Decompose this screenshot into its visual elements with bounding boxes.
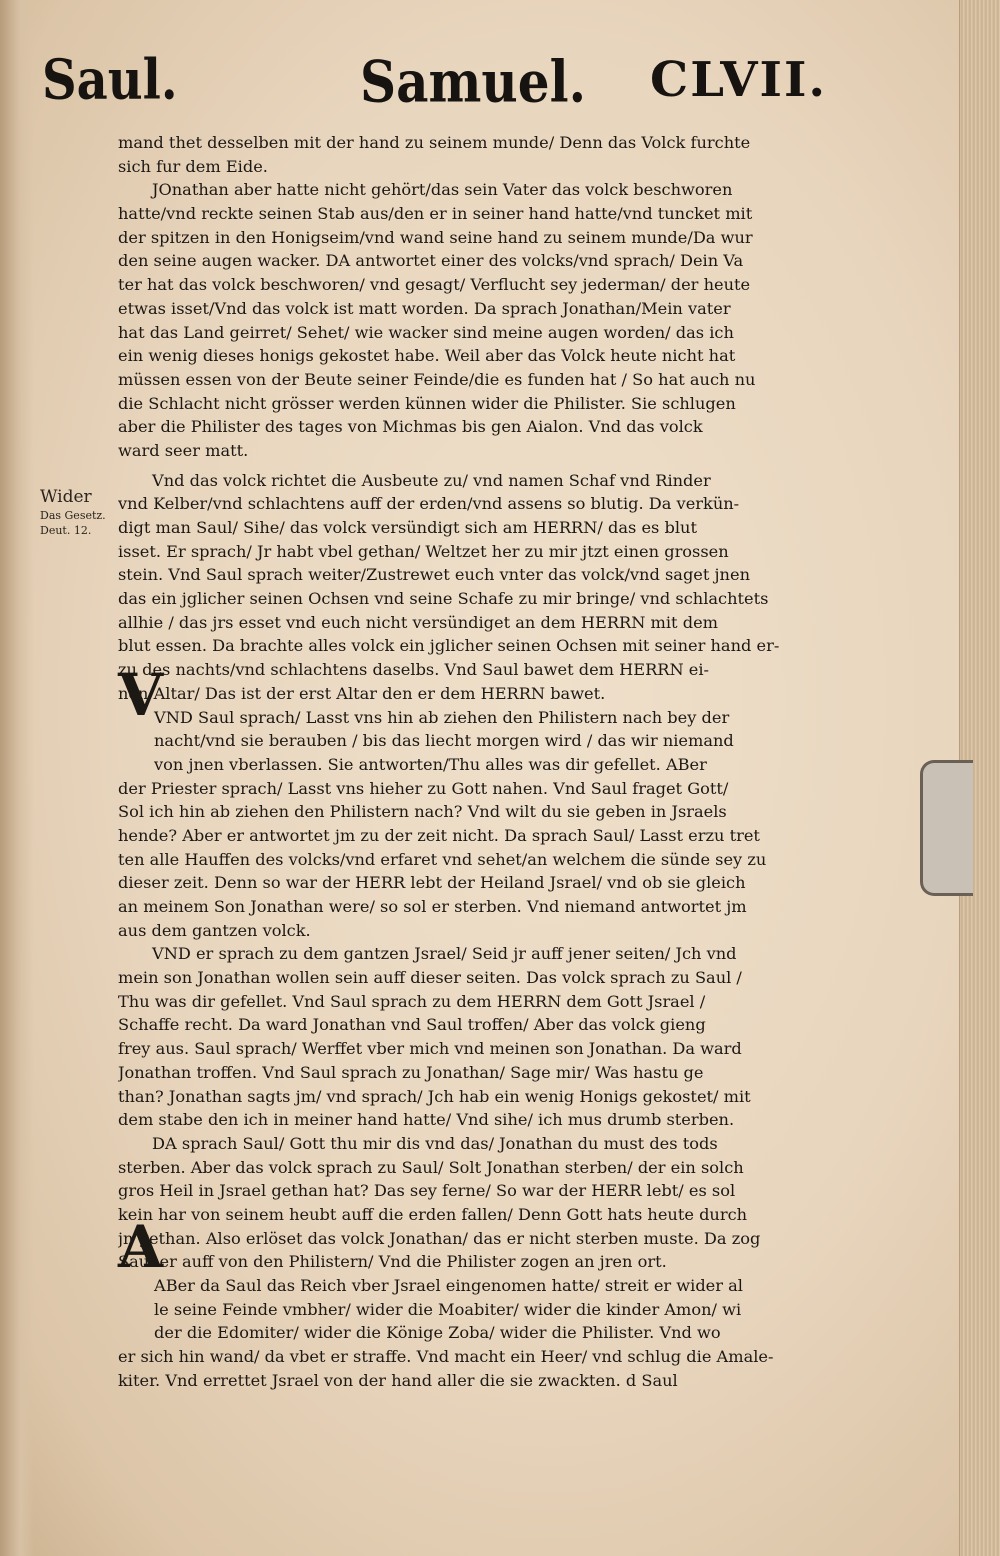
drop-capital: V xyxy=(118,661,164,729)
text-line: zu des nachts/vnd schlachtens daselbs. Vnd Saul bawet dem HERRN ei- xyxy=(118,660,710,680)
text-line: er sich hin wand/ da vbet er straffe. Vnd macht ein Heer/ vnd schlug die Amale- xyxy=(118,1347,774,1367)
text-line: mand thet desselben mit der hand zu seinem munde/ Denn das Volck furchte xyxy=(118,133,751,152)
text-line: sich fur dem Eide. xyxy=(118,156,268,176)
margin-note-line: Wider xyxy=(40,487,92,507)
running-head-center: Samuel. xyxy=(360,47,586,116)
drop-capital: A xyxy=(118,1213,164,1281)
text-line: dieser zeit. Denn so war der HERR lebt der Heiland Jsrael/ vnd ob sie gleich xyxy=(118,873,746,893)
text-line: nen Altar/ Das ist der erst Altar den er dem HERRN bawet. xyxy=(118,683,606,703)
text-line: kiter. Vnd errettet Jsrael von der hand aller die sie zwackten. d Saul xyxy=(118,1370,678,1390)
text-line: Thu was dir gefellet. Vnd Saul sprach zu dem HERRN dem Gott Jsrael / xyxy=(118,991,706,1011)
text-line: hatte/vnd reckte seinen Stab aus/den er in seiner hand hatte/vnd tuncket mit xyxy=(118,204,753,224)
text-line: den seine augen wacker. DA antwortet einer des volcks/vnd sprach/ Dein Va xyxy=(118,251,744,271)
text-line: kein har von seinem heubt auff die erden fallen/ Denn Gott hats heute durch xyxy=(118,1204,748,1224)
text-line: ter hat das volck beschworen/ vnd gesagt/ Verflucht sey jederman/ der heute xyxy=(118,275,751,295)
text-line: ten alle Hauffen des volcks/vnd erfaret vnd sehet/an welchem die sünde sey zu xyxy=(118,849,767,869)
text-line: digt man Saul/ Sihe/ das volck versündigt sich am HERRN/ das es blut xyxy=(118,518,697,537)
text-line: ein wenig dieses honigs gekostet habe. Weil aber das Volck heute nicht hat xyxy=(118,346,736,366)
page-gutter xyxy=(0,0,34,1556)
text-line: die Schlacht nicht grösser werden künnen wider die Philister. Sie schlugen xyxy=(118,393,736,413)
text-line: müssen essen von der Beute seiner Feinde/die es funden hat / So hat auch nu xyxy=(118,369,756,389)
text-line: der Priester sprach/ Lasst vns hieher zu Gott nahen. Vnd Saul fraget Gott/ xyxy=(118,778,729,798)
folio-number: CLVII. xyxy=(650,52,828,108)
text-line: ward seer matt. xyxy=(118,440,249,460)
text-line: DA sprach Saul/ Gott thu mir dis vnd das/ Jonathan du must des tods xyxy=(152,1133,718,1153)
text-line: an meinem Son Jonathan were/ so sol er sterben. Vnd niemand antwortet jm xyxy=(118,897,747,916)
text-line: than? Jonathan sagts jm/ vnd sprach/ Jch hab ein wenig Honigs gekostet/ mit xyxy=(118,1086,751,1106)
text-line: der spitzen in den Honigseim/vnd wand seine hand zu seinem munde/Da wur xyxy=(118,227,753,247)
text-line: sterben. Aber das volck sprach zu Saul/ Solt Jonathan sterben/ der ein solch xyxy=(118,1157,744,1177)
text-line: stein. Vnd Saul sprach weiter/Zustrewet euch vnter das volck/vnd saget jnen xyxy=(118,565,750,585)
text-column xyxy=(118,131,830,1392)
text-line: aber die Philister des tages von Michmas bis gen Aialon. Vnd das volck xyxy=(118,417,703,437)
text-line: frey aus. Saul sprach/ Werffet vber mich vnd meinen son Jonathan. Da ward xyxy=(118,1039,742,1059)
text-line: JOnathan aber hatte nicht gehört/das sein Vater das volck beschworen xyxy=(152,180,733,200)
text-line: das ein jglicher seinen Ochsen vnd seine Schafe zu mir bringe/ vnd schlachtets xyxy=(118,589,769,609)
text-line: mein son Jonathan wollen sein auff dieser seiten. Das volck sprach zu Saul / xyxy=(118,968,742,988)
text-line: Saul er auff von den Philistern/ Vnd die Philister zogen an jren ort. xyxy=(118,1252,667,1272)
text-line: von jnen vberlassen. Sie antworten/Thu alles was dir gefellet. ABer xyxy=(154,754,707,774)
text-line: Vnd das volck richtet die Ausbeute zu/ vnd namen Schaf vnd Rinder xyxy=(152,470,711,490)
bookmark-tab xyxy=(920,760,973,896)
text-line: Sol ich hin ab ziehen den Philistern nach? Vnd wilt du sie geben in Jsraels xyxy=(118,802,727,822)
text-line: gros Heil in Jsrael gethan hat? Das sey ferne/ So war der HERR lebt/ es sol xyxy=(118,1181,736,1201)
margin-note-line: Deut. 12. xyxy=(40,524,92,537)
text-line: allhie / das jrs esset vnd euch nicht versündiget an dem HERRN mit dem xyxy=(118,612,718,632)
text-line: ABer da Saul das Reich vber Jsrael eingenomen hatte/ streit er wider al xyxy=(154,1276,743,1295)
text-line: jn gethan. Also erlöset das volck Jonathan/ das er nicht sterben muste. Da zog xyxy=(118,1228,761,1248)
text-line: vnd Kelber/vnd schlachtens auff der erden/vnd assens so blutig. Da verkün- xyxy=(118,494,740,514)
text-line: Schaffe recht. Da ward Jonathan vnd Saul troffen/ Aber das volck gieng xyxy=(118,1015,706,1035)
text-line: nacht/vnd sie berauben / bis das liecht morgen wird / das wir niemand xyxy=(154,731,734,751)
margin-note xyxy=(40,486,114,538)
text-line: hende? Aber er antwortet jm zu der zeit nicht. Da sprach Saul/ Lasst erzu tret xyxy=(118,825,760,845)
text-line: VND Saul sprach/ Lasst vns hin ab ziehen den Philistern nach bey der xyxy=(154,707,730,727)
text-line: VND er sprach zu dem gantzen Jsrael/ Seid jr auff jener seiten/ Jch vnd xyxy=(152,944,737,964)
text-line: aus dem gantzen volck. xyxy=(118,920,311,940)
text-line: blut essen. Da brachte alles volck ein jglicher seinen Ochsen mit seiner hand er- xyxy=(118,636,780,656)
running-head-left: Saul. xyxy=(42,47,178,113)
text-line: le seine Feinde vmbher/ wider die Moabiter/ wider die kinder Amon/ wi xyxy=(154,1299,742,1319)
text-line: etwas isset/Vnd das volck ist matt worden. Da sprach Jonathan/Mein vater xyxy=(118,298,731,318)
text-line: Jonathan troffen. Vnd Saul sprach zu Jonathan/ Sage mir/ Was hastu ge xyxy=(118,1062,704,1082)
text-line: dem stabe den ich in meiner hand hatte/ Vnd sihe/ ich mus drumb sterben. xyxy=(118,1110,735,1130)
text-line: hat das Land geirret/ Sehet/ wie wacker sind meine augen worden/ das ich xyxy=(118,322,734,342)
margin-note-line: Das Gesetz. xyxy=(40,509,106,522)
text-line: der die Edomiter/ wider die Könige Zoba/ wider die Philister. Vnd wo xyxy=(154,1323,721,1343)
text-line: isset. Er sprach/ Jr habt vbel gethan/ Weltzet her zu mir jtzt einen grossen xyxy=(118,541,729,561)
